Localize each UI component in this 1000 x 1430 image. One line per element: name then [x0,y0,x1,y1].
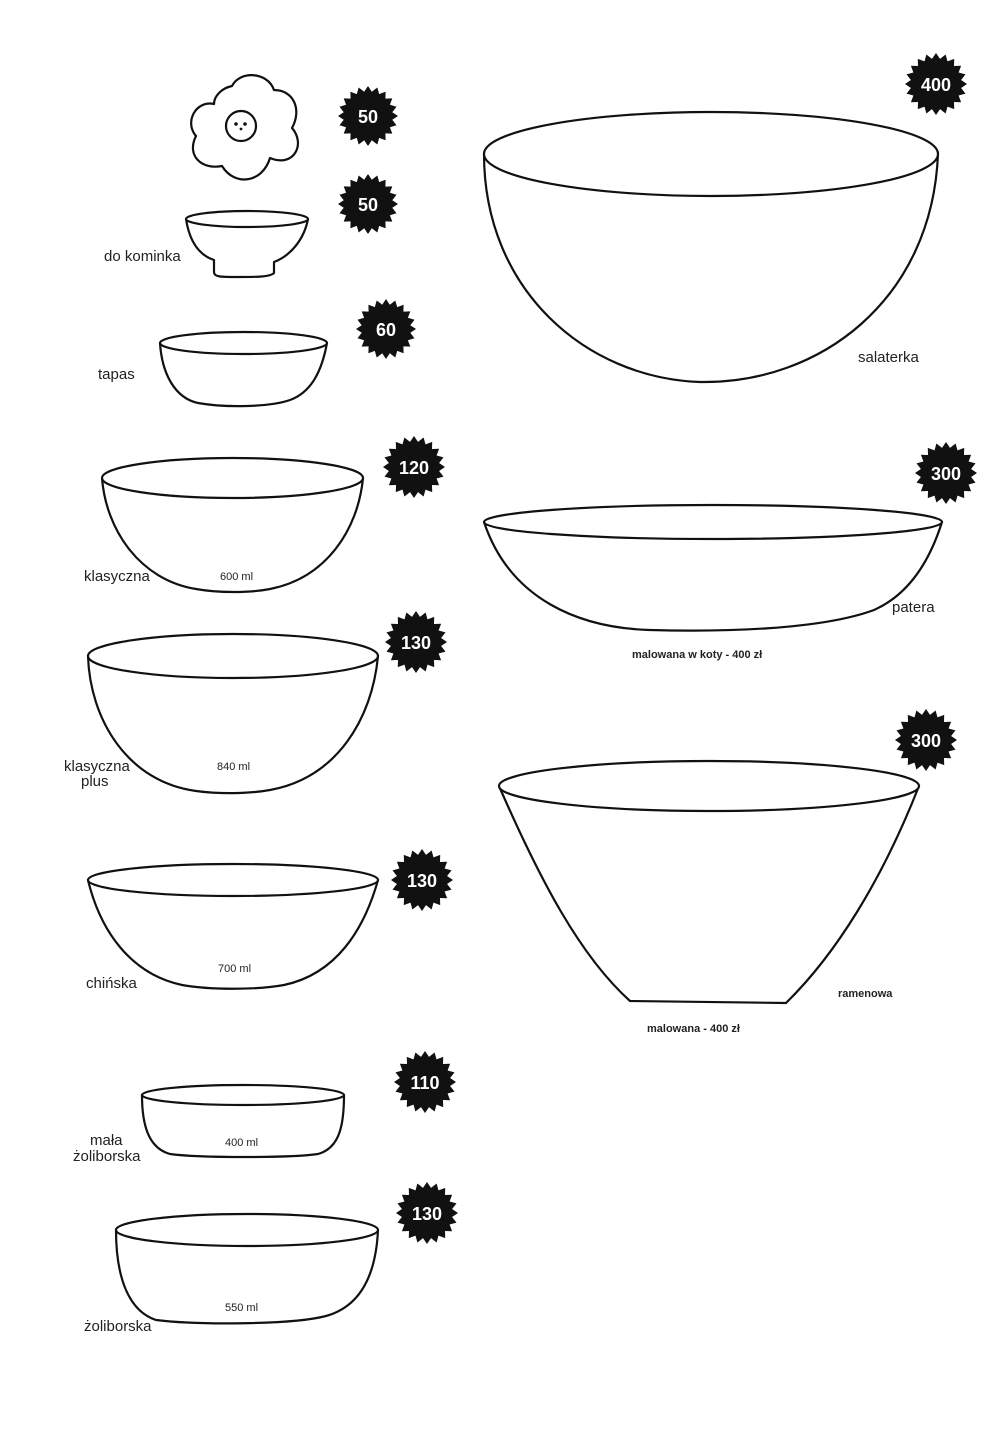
label-chinska: chińska [86,975,137,992]
volume-klasyczna-plus: 840 ml [217,761,251,773]
label-klasyczna-plus-line1: klasyczna [64,758,130,775]
label-ramenowa: ramenowa [838,988,893,1000]
price-badge-ramenowa [895,709,957,771]
price-badge-zoliborska [396,1182,458,1244]
label-salaterka: salaterka [858,349,919,366]
label-do-kominka: do kominka [104,248,181,265]
price-text: 400 [920,75,952,95]
bowl-ramenowa [499,761,919,1003]
volume-zoliborska: 550 ml [225,1302,259,1314]
price-text: 60 [375,320,397,340]
price-badge-do-kominka [338,174,398,234]
price-text: 130 [406,871,438,891]
note-ramenowa: malowana - 400 zł [647,1023,740,1035]
price-badge-tapas [356,299,416,359]
note-patera: malowana w koty - 400 zł [632,649,763,661]
price-badge-mala-zoliborska [394,1051,456,1113]
label-mala-zoliborska-line2: żoliborska [73,1148,141,1165]
bowl-patera [484,505,942,631]
bowl-rim [484,112,938,196]
price-text: 50 [357,107,379,127]
volume-klasyczna: 600 ml [220,571,254,583]
bowl-rim [484,505,942,539]
flower-dish [191,75,298,179]
label-tapas: tapas [98,366,135,383]
price-badge-flower [338,86,398,146]
price-text: 110 [410,1073,440,1093]
bowl-rim [116,1214,378,1246]
price-text: 120 [398,458,430,478]
bowl-do-kominka [186,211,308,277]
label-patera: patera [892,599,935,616]
label-klasyczna-plus-line2: plus [81,773,109,790]
bowl-rim [88,634,378,678]
price-text: 130 [411,1204,443,1224]
volume-chinska: 700 ml [218,963,252,975]
bowl-salaterka [484,112,938,382]
price-badge-klasyczna [383,436,445,498]
price-badge-chinska [391,849,453,911]
volume-mala-zoliborska: 400 ml [225,1137,259,1149]
price-text: 300 [910,731,942,751]
bowl-rim [88,864,378,896]
price-text: 130 [400,633,432,653]
price-text: 300 [930,464,962,484]
bowl-rim [102,458,363,498]
bowl-rim [160,332,327,354]
label-mala-zoliborska-line1: mała [90,1132,123,1149]
bowl-rim [499,761,919,811]
bowl-body [499,786,919,1003]
price-badge-salaterka [905,53,967,115]
price-badge-klasyczna-plus [385,611,447,673]
flower-center [226,111,256,141]
bowl-tapas [160,332,327,406]
bowl-rim [186,211,308,227]
price-badge-patera [915,442,977,504]
price-text: 50 [357,195,379,215]
label-zoliborska: żoliborska [84,1318,152,1335]
label-klasyczna: klasyczna [84,568,150,585]
bowl-rim [142,1085,344,1105]
